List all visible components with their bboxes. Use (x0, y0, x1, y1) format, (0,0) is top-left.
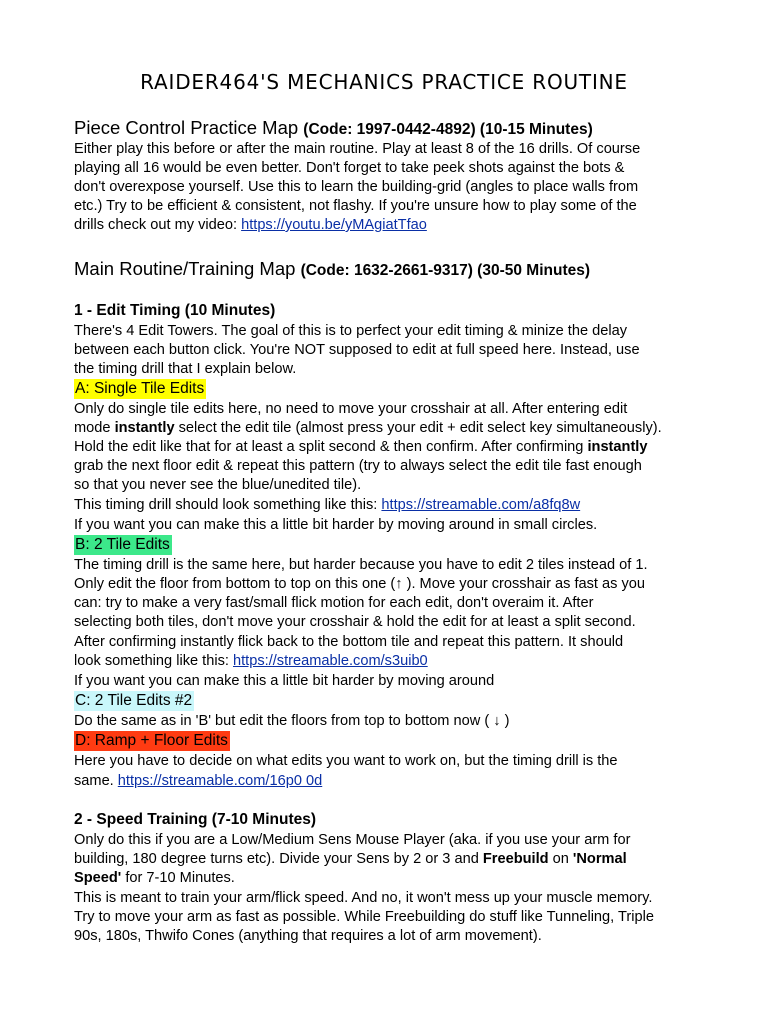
youtube-video-link[interactable]: https://youtu.be/yMAgiatTfao (241, 217, 427, 233)
paragraph-line: This is meant to train your arm/flick speed. And no, it won't mess up your muscle memory. (74, 890, 653, 906)
paragraph-line (74, 869, 698, 888)
drill-a-label: A: Single Tile Edits (75, 380, 205, 397)
paragraph-line (74, 772, 698, 791)
text-run: for 7-10 Minutes. (121, 870, 235, 886)
bold-run: instantly (114, 420, 175, 436)
paragraph-line: Only edit the floor from bottom to top on this one (↑ ). Move your crosshair as fast as you (74, 576, 646, 592)
drill-c-label: C: 2 Tile Edits #2 (75, 692, 193, 709)
main-routine-heading (74, 257, 698, 283)
speed-training-heading: 2 - Speed Training (7-10 Minutes) (74, 811, 317, 828)
paragraph-line (74, 419, 698, 438)
paragraph-line (74, 496, 698, 515)
text-run: on (548, 851, 573, 867)
paragraph-line: Either play this before or after the main routine. Play at least 8 of the 16 drills. Of course (74, 141, 641, 157)
paragraph-line: Here you have to decide on what edits you want to work on, but the timing drill is the (74, 753, 618, 769)
drill-c-row (74, 691, 698, 711)
drill-d-row (74, 731, 698, 751)
piece-control-code: (Code: 1997-0442-4892) (10-15 Minutes) (303, 121, 593, 138)
paragraph-line (74, 216, 698, 235)
bold-run: Speed' (74, 870, 122, 886)
paragraph-line: Do the same as in 'B' but edit the floors from top to bottom now ( ↓ ) (74, 713, 510, 729)
paragraph-line: etc.) Try to be efficient & consistent, not flashy. If you're unsure how to play some of the (74, 198, 637, 214)
paragraph-line: Try to move your arm as fast as possible. While Freebuilding do stuff like Tunneling, Triple (74, 909, 654, 925)
drill-b-row (74, 535, 698, 555)
paragraph-line: Only do single tile edits here, no need to move your crosshair at all. After entering edit (74, 401, 628, 417)
text-run: This timing drill should look something like this: (74, 497, 382, 513)
paragraph-line: If you want you can make this a little bit harder by moving around in small circles. (74, 517, 598, 533)
bold-run: 'Normal (572, 851, 627, 867)
paragraph-line (74, 652, 698, 671)
text-run: same. (74, 773, 118, 789)
paragraph-line: can: try to make a very fast/small flick motion for each edit, don't overaim it. After (74, 595, 594, 611)
text-run: building, 180 degree turns etc). Divide your Sens by 2 or 3 and (74, 851, 483, 867)
streamable-link-a[interactable]: https://streamable.com/a8fq8w (381, 497, 581, 513)
streamable-link-b[interactable]: https://streamable.com/s3uib0 (233, 653, 428, 669)
paragraph-line: If you want you can make this a little bit harder by moving around (74, 673, 495, 689)
text-run: mode (74, 420, 115, 436)
piece-control-title: Piece Control Practice Map (74, 117, 299, 138)
paragraph-line (74, 438, 698, 457)
paragraph-line: There's 4 Edit Towers. The goal of this is to perfect your edit timing & minize the delay (74, 323, 628, 339)
document-title: RAIDER464'S MECHANICS PRACTICE ROUTINE (140, 70, 628, 94)
paragraph-line: don't overexpose yourself. Use this to learn the building-grid (angles to place walls from (74, 179, 639, 195)
text-run: Hold the edit like that for at least a split second & then confirm. After confirming (74, 439, 588, 455)
drill-a-row (74, 379, 698, 399)
paragraph-line: the timing drill that I explain below. (74, 361, 297, 377)
paragraph-line: so that you never see the blue/unedited tile). (74, 477, 362, 493)
paragraph-line: between each button click. You're NOT supposed to edit at full speed here. Instead, use (74, 342, 640, 358)
piece-control-heading (74, 116, 698, 142)
bold-run: Freebuild (482, 851, 549, 867)
paragraph-line: grab the next floor edit & repeat this pattern (try to always select the edit tile fast enough (74, 458, 642, 474)
paragraph-line: The timing drill is the same here, but harder because you have to edit 2 tiles instead of 1. (74, 557, 648, 573)
bold-run: instantly (587, 439, 648, 455)
paragraph-line: After confirming instantly flick back to the bottom tile and repeat this pattern. It should (74, 634, 624, 650)
text-run: look something like this: (74, 653, 233, 669)
paragraph-line: Only do this if you are a Low/Medium Sens Mouse Player (aka. if you use your arm for (74, 832, 631, 848)
paragraph-line (74, 850, 698, 869)
main-routine-title: Main Routine/Training Map (74, 258, 296, 279)
text-run: select the edit tile (almost press your edit + edit select key simultaneously). (174, 420, 662, 436)
video-prefix: drills check out my video: (74, 217, 242, 233)
main-routine-code: (Code: 1632-2661-9317) (30-50 Minutes) (300, 262, 591, 279)
edit-timing-heading: 1 - Edit Timing (10 Minutes) (74, 302, 276, 319)
streamable-link-d[interactable]: https://streamable.com/16p0 0d (117, 773, 323, 789)
paragraph-line: playing all 16 would be even better. Don't forget to take peek shots against the bots & (74, 160, 625, 176)
paragraph-line: selecting both tiles, don't move your crosshair & hold the edit for at least a split second. (74, 614, 636, 630)
drill-d-label: D: Ramp + Floor Edits (75, 732, 228, 749)
drill-b-label: B: 2 Tile Edits (75, 536, 170, 553)
paragraph-line: 90s, 180s, Thwifo Cones (anything that requires a lot of arm movement). (74, 928, 542, 944)
